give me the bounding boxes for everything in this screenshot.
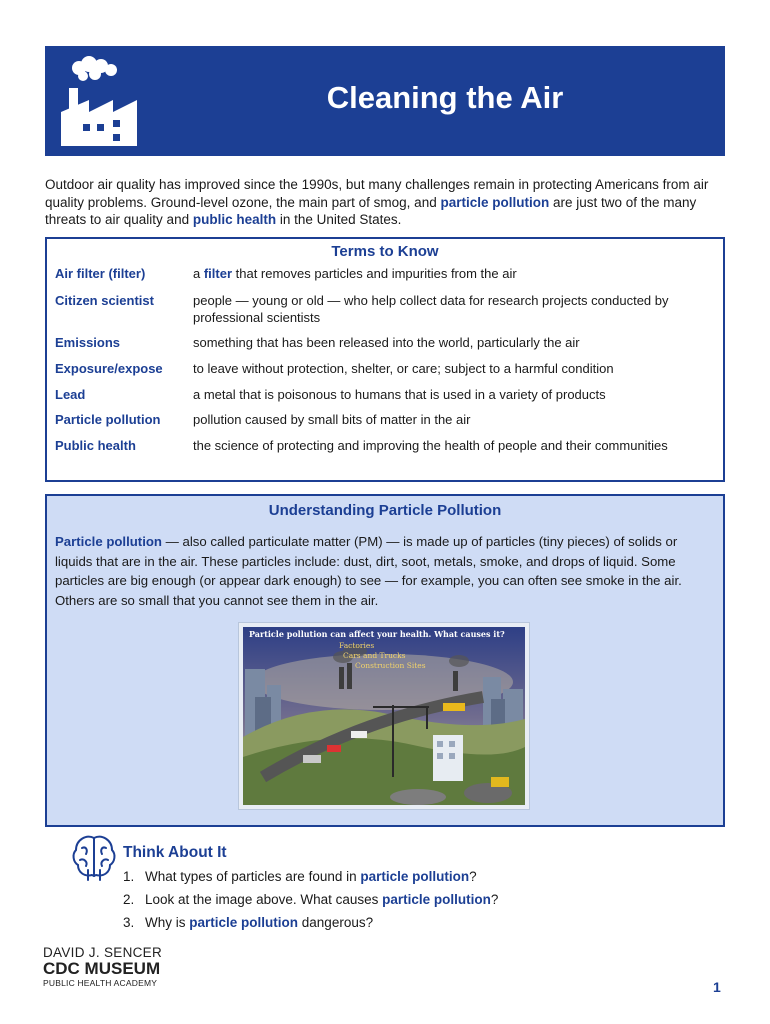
think-about-it-title: Think About It — [123, 844, 227, 861]
upp-paragraph: Particle pollution — also called particulate matter (PM) — is made up of particles (tiny pieces) of solids or liquids that are in the air. These particles include: dust, dirt, soot, metals, smoke, and drops of liquid. Some particles are big enough (or appear dark enough) to see — for example, you can often see smoke in the air. Others are so small that you cannot see them in the air. — [55, 534, 682, 608]
terms-heading: Terms to Know — [331, 243, 439, 260]
logo-line-2: CDC MUSEUM — [43, 959, 161, 978]
pollution-illustration — [239, 623, 529, 809]
logo-line-1: DAVID J. SENCER — [43, 945, 163, 960]
illustration-caption: Particle pollution can affect your health. What causes it? — [249, 629, 505, 639]
question-item: 1. What types of particles are found in particle pollution? — [123, 869, 477, 884]
cdc-museum-logo — [43, 945, 162, 988]
intro-paragraph: Outdoor air quality has improved since the 1990s, but many challenges remain in protecting Americans from air quality problems. Ground-level ozone, the main part of smog, and particle pollution are just two of the many threats to air quality and public health in the United States. — [45, 177, 709, 227]
term-definition: something that has been released into the world, particularly the air — [193, 335, 580, 350]
term-label: Public health — [55, 438, 136, 453]
page-number: 1 — [713, 979, 721, 995]
source-label: Cars and Trucks — [343, 651, 406, 660]
term-definition: pollution caused by small bits of matter in the air — [193, 412, 471, 427]
source-label: Factories — [339, 641, 375, 650]
source-label: Construction Sites — [355, 661, 426, 670]
question-item: 2. Look at the image above. What causes particle pollution? — [123, 892, 499, 907]
question-list — [123, 869, 498, 938]
factory-icon — [59, 54, 139, 148]
term-label: Lead — [55, 387, 86, 402]
particle-pollution-box — [45, 494, 725, 827]
term-definition: a metal that is poisonous to humans that is used in a variety of products — [193, 387, 606, 402]
logo-line-3: PUBLIC HEALTH ACADEMY — [43, 978, 158, 988]
page-title: Cleaning the Air — [326, 80, 564, 115]
title-banner — [45, 46, 725, 156]
question-item: 3. Why is particle pollution dangerous? — [123, 915, 374, 930]
keyword-public-health: public health — [192, 212, 277, 227]
term-label: Exposure/expose — [55, 361, 163, 376]
term-definition: to leave without protection, shelter, or care; subject to a harmful condition — [193, 361, 614, 376]
term-label: Air filter (filter) — [55, 266, 146, 281]
term-label: Citizen scientist — [55, 293, 154, 308]
term-label: Emissions — [55, 335, 121, 350]
term-definition: the science of protecting and improving the health of people and their communities — [193, 438, 668, 453]
term-label: Particle pollution — [55, 412, 161, 427]
term-definition: people — young or old — who help collect data for research projects conducted by professional scientists — [193, 293, 669, 325]
terms-to-know-box — [45, 237, 725, 482]
upp-heading: Understanding Particle Pollution — [268, 502, 502, 519]
keyword-particle-pollution: particle pollution — [440, 194, 550, 210]
term-definition: a filter that removes particles and impurities from the air — [193, 266, 517, 281]
brain-icon — [70, 832, 118, 882]
